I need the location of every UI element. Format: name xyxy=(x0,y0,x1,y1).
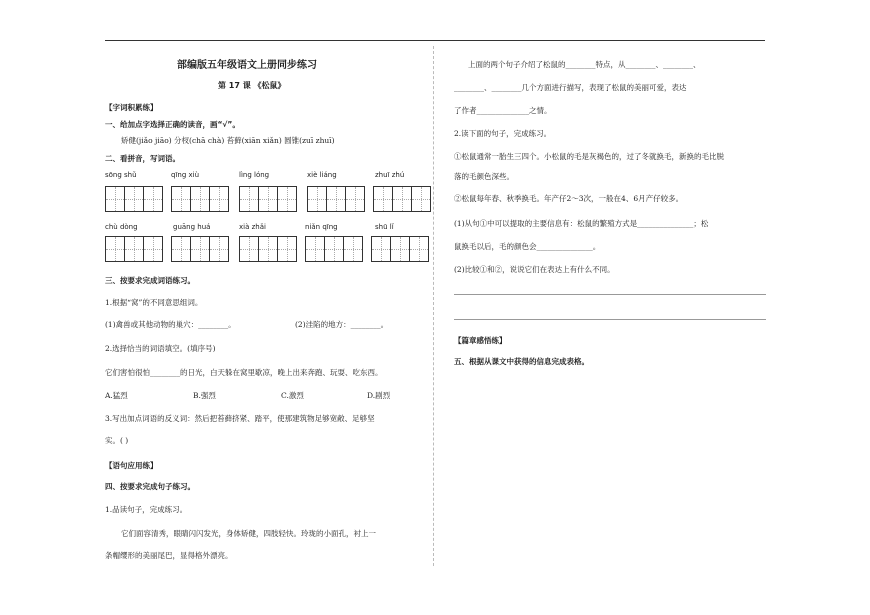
pinyin-label: zhuī zhú xyxy=(375,171,405,179)
pinyin-label: shū lǐ xyxy=(375,223,394,231)
sentence-1: ①松鼠通常一胎生三四个。小松鼠的毛是灰褐色的，过了冬就换毛，新换的毛比脱 xyxy=(454,152,724,161)
question-4-1: 1.品读句子，完成练习。 xyxy=(105,505,188,514)
top-rule xyxy=(105,40,765,41)
option-a: A.猛烈 xyxy=(105,391,128,400)
option-b: B.强烈 xyxy=(193,391,216,400)
question-3-2-text: 它们害怕很怕________的日光，白天躲在窝里歇凉，晚上出来奔跑、玩耍、吃东西。 xyxy=(105,368,383,377)
pinyin-label: niǎn qīng xyxy=(305,223,338,231)
sentence-1-cont: 落的毛颜色深些。 xyxy=(454,172,514,181)
writing-grid[interactable] xyxy=(371,236,428,262)
writing-grid[interactable] xyxy=(105,186,162,212)
column-divider xyxy=(433,46,434,566)
sub-question-1: (1)从句①中可以提取的主要信息有：松鼠的繁殖方式是_______________；松 xyxy=(454,219,709,228)
writing-grid[interactable] xyxy=(305,236,362,262)
section-header-sentence: 【语句应用练】 xyxy=(105,461,158,470)
question-3-1b: (2)洼陷的地方：________。 xyxy=(295,320,389,329)
answer-line-text: 上面的两个句子介绍了松鼠的________特点，从________、________、 xyxy=(468,60,701,69)
writing-grid[interactable] xyxy=(239,236,296,262)
question-2: 二、看拼音，写词语。 xyxy=(105,154,180,163)
pinyin-label: lìng lóng xyxy=(239,171,270,179)
question-1-items: 矫健(jiǎo jiāo) 分杈(chā chà) 苔藓(xiān xiǎn) 圆锥(zuī zhuī) xyxy=(121,136,335,145)
pinyin-label: qīng xiù xyxy=(171,171,200,179)
sentence-2: ②松鼠每年春、秋季换毛。年产仔2～3次，一般在4、6月产仔较多。 xyxy=(454,194,684,203)
pinyin-label: xià zhǎi xyxy=(239,223,266,231)
question-3-2: 2.选择恰当的词语填空。(填序号) xyxy=(105,344,216,353)
writing-grid[interactable] xyxy=(373,186,430,212)
pinyin-label: sōng shǔ xyxy=(105,171,137,179)
writing-grid[interactable] xyxy=(105,236,162,262)
sub-question-1-cont: 鼠换毛以后，毛的颜色会_______________。 xyxy=(454,242,601,251)
passage-line: 它们面容清秀，眼睛闪闪发光，身体矫健，四肢轻快。玲珑的小面孔，衬上一 xyxy=(121,529,376,538)
writing-grid[interactable] xyxy=(171,186,228,212)
section-header-passage: 【篇章感悟练】 xyxy=(454,336,507,345)
passage-line: 条帽缨形的美丽尾巴，显得格外漂亮。 xyxy=(105,551,233,560)
answer-line-text: 了作者______________之情。 xyxy=(454,106,552,115)
question-4: 四、按要求完成句子练习。 xyxy=(105,482,195,491)
pinyin-label: chù dòng xyxy=(105,223,138,231)
question-5: 五、根据从课文中获得的信息完成表格。 xyxy=(454,357,589,366)
answer-line[interactable] xyxy=(454,294,766,295)
question-3-3-answer: 实。( ) xyxy=(105,436,129,445)
question-3: 三、按要求完成词语练习。 xyxy=(105,276,195,285)
answer-line-text: ________、________几个方面进行描写，表现了松鼠的美丽可爱，表达 xyxy=(454,83,687,92)
sub-question-2: (2)比较①和②，说说它们在表达上有什么不同。 xyxy=(454,265,615,274)
question-3-3: 3.写出加点词语的反义词：然后把苔藓挤紧、踏平，使那建筑物足够宽敞、足够坚 xyxy=(105,414,375,423)
pinyin-label: xiè liáng xyxy=(307,171,337,179)
answer-line[interactable] xyxy=(454,319,766,320)
lesson-subtitle: 第 17 课 《松鼠》 xyxy=(218,81,286,90)
page-title: 部编版五年级语文上册同步练习 xyxy=(177,60,317,71)
option-d: D.剧烈 xyxy=(367,391,391,400)
writing-grid[interactable] xyxy=(239,186,296,212)
writing-grid[interactable] xyxy=(171,236,228,262)
question-1: 一、给加点字选择正确的读音，画“√”。 xyxy=(105,120,240,129)
pinyin-label: guāng huá xyxy=(173,223,211,231)
question-3-1: 1.根据“窝”的不同意思组词。 xyxy=(105,298,203,307)
question-3-1a: (1)禽兽或其他动物的巢穴：________。 xyxy=(105,320,236,329)
question-2-right: 2.读下面的句子，完成练习。 xyxy=(454,129,552,138)
section-header-vocab: 【字词积累练】 xyxy=(105,103,158,112)
option-c: C.激烈 xyxy=(281,391,304,400)
writing-grid[interactable] xyxy=(307,186,364,212)
